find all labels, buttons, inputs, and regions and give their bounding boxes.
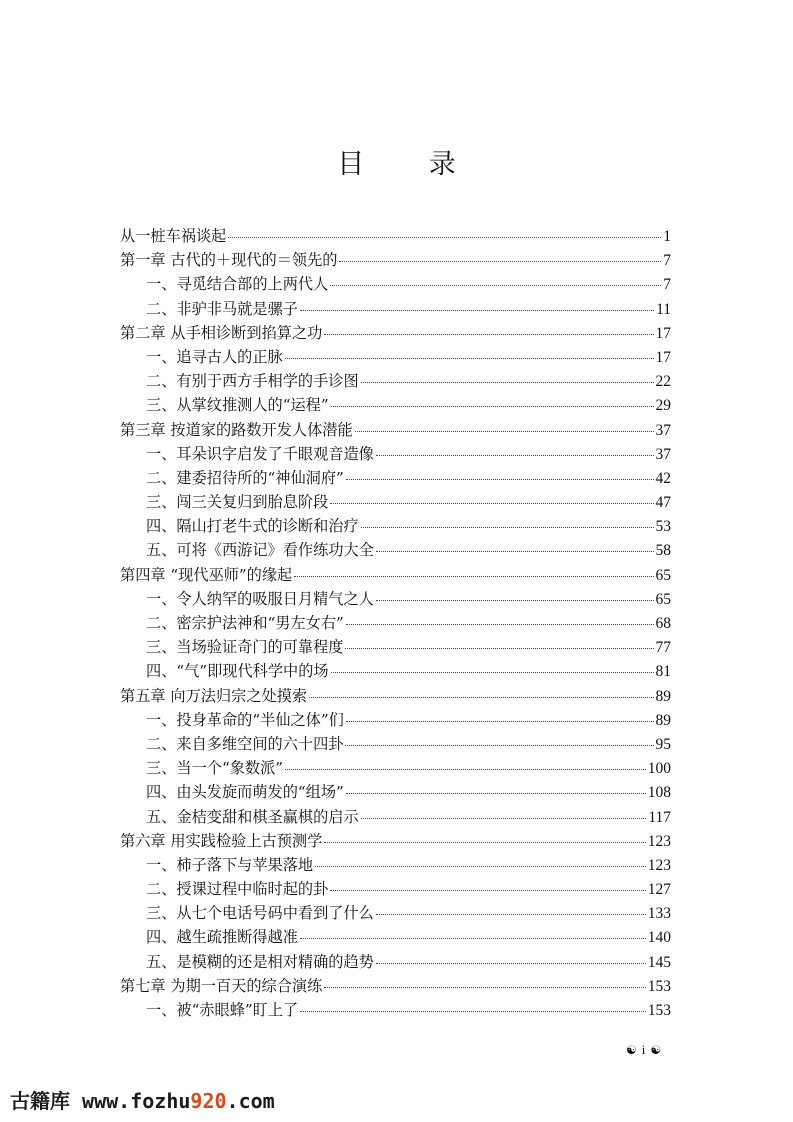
toc-entry-page: 81 bbox=[655, 663, 671, 681]
toc-entry-page: 65 bbox=[655, 590, 671, 608]
toc-entry[interactable] bbox=[120, 466, 671, 490]
toc-entry[interactable] bbox=[120, 780, 671, 804]
toc-entry[interactable] bbox=[120, 321, 671, 345]
toc-entry-page: 17 bbox=[655, 324, 671, 342]
dot-leader bbox=[355, 430, 654, 432]
toc-entry-page: 77 bbox=[655, 639, 671, 657]
toc-entry-page: 47 bbox=[655, 494, 671, 512]
toc-entry-title: 二、建委招待所的“神仙洞府” bbox=[146, 468, 344, 487]
toc-entry[interactable] bbox=[120, 514, 671, 538]
dot-leader bbox=[345, 744, 653, 746]
dot-leader bbox=[339, 260, 661, 262]
toc-entry[interactable] bbox=[120, 611, 671, 635]
toc-entry[interactable] bbox=[120, 829, 671, 853]
dot-leader bbox=[315, 865, 646, 867]
toc-entry-page: 95 bbox=[655, 735, 671, 753]
dot-leader bbox=[346, 720, 654, 722]
watermark-number: 920 bbox=[190, 1089, 227, 1113]
dot-leader bbox=[294, 575, 653, 577]
toc-entry-title: 四、隔山打老牛式的诊断和治疗 bbox=[146, 517, 359, 536]
toc-entry[interactable] bbox=[120, 877, 671, 901]
toc-entry-title: 三、当场验证奇门的可靠程度 bbox=[146, 638, 344, 657]
toc-entry[interactable] bbox=[120, 393, 671, 417]
toc-entry-page: 100 bbox=[647, 760, 671, 778]
toc-entry-title: 一、令人纳罕的吸服日月精气之人 bbox=[146, 589, 374, 608]
watermark-prefix: www.fozhu bbox=[70, 1089, 191, 1113]
toc-entry-title: 四、“气”即现代科学中的场 bbox=[146, 662, 329, 681]
toc-entry[interactable] bbox=[120, 853, 671, 877]
toc-entry[interactable] bbox=[120, 418, 671, 442]
toc-entry-page: 65 bbox=[655, 566, 671, 584]
toc-entry-page: 17 bbox=[655, 348, 671, 366]
dot-leader bbox=[345, 647, 653, 649]
toc-entry-page: 89 bbox=[655, 687, 671, 705]
toc-entry[interactable] bbox=[120, 369, 671, 393]
toc-entry-page: 53 bbox=[655, 518, 671, 536]
dot-leader bbox=[285, 768, 646, 770]
toc-entry-page: 145 bbox=[647, 953, 671, 971]
dot-leader bbox=[376, 550, 654, 552]
site-watermark bbox=[10, 1085, 275, 1114]
ornament-right-icon: ☯ bbox=[650, 1042, 662, 1057]
page-folio bbox=[626, 1042, 661, 1058]
toc-entry-title: 四、由头发旋而萌发的“组场” bbox=[146, 783, 344, 802]
dot-leader bbox=[324, 986, 645, 988]
toc-entry-title: 第三章 按道家的路数开发人体潜能 bbox=[120, 420, 353, 439]
toc-entry[interactable] bbox=[120, 756, 671, 780]
toc-entry-page: 7 bbox=[663, 276, 671, 294]
dot-leader bbox=[228, 236, 661, 238]
toc-entry-page: 133 bbox=[647, 905, 671, 923]
toc-entry-page: 22 bbox=[655, 373, 671, 391]
toc-entry[interactable] bbox=[120, 805, 671, 829]
watermark-suffix: .com bbox=[226, 1089, 275, 1113]
toc-entry-title: 从一桩车祸谈起 bbox=[120, 227, 227, 245]
toc-entry[interactable] bbox=[120, 224, 671, 248]
toc-entry[interactable] bbox=[120, 998, 671, 1022]
toc-entry-title: 一、投身革命的“半仙之体”们 bbox=[146, 710, 344, 729]
toc-entry[interactable] bbox=[120, 538, 671, 562]
toc-entry-page: 140 bbox=[647, 929, 671, 947]
dot-leader bbox=[346, 478, 654, 480]
dot-leader bbox=[330, 502, 653, 504]
toc-entry-title: 一、被“赤眼蜂”盯上了 bbox=[146, 1001, 299, 1019]
toc-entry-page: 7 bbox=[663, 252, 671, 270]
toc-entry-title: 三、从七个电话号码中看到了什么 bbox=[146, 904, 374, 923]
dot-leader bbox=[376, 599, 654, 601]
toc-entry[interactable] bbox=[120, 708, 671, 732]
dot-leader bbox=[361, 526, 654, 528]
toc-entry-page: 89 bbox=[655, 711, 671, 729]
dot-leader bbox=[346, 623, 654, 625]
toc-entry-page: 123 bbox=[647, 832, 671, 850]
toc-entry[interactable] bbox=[120, 490, 671, 514]
toc-entry-page: 127 bbox=[647, 881, 671, 899]
toc-entry-title: 一、寻觅结合部的上两代人 bbox=[146, 275, 329, 294]
dot-leader bbox=[346, 792, 646, 794]
dot-leader bbox=[330, 284, 661, 286]
toc-entry-page: 37 bbox=[655, 445, 671, 463]
dot-leader bbox=[324, 841, 645, 843]
toc-entry-page: 58 bbox=[655, 542, 671, 560]
toc-entry-title: 二、授课过程中临时起的卦 bbox=[146, 880, 329, 899]
toc-entry[interactable] bbox=[120, 901, 671, 925]
toc-entry-title: 五、可将《西游记》看作练功大全 bbox=[146, 541, 374, 560]
toc-entry-page: 42 bbox=[655, 469, 671, 487]
toc-entry[interactable] bbox=[120, 345, 671, 369]
toc-entry[interactable] bbox=[120, 974, 671, 998]
toc-entry-title: 一、耳朵识字启发了千眼观音造像 bbox=[146, 444, 374, 463]
toc-entry-page: 1 bbox=[663, 228, 671, 245]
dot-leader bbox=[309, 696, 653, 698]
dot-leader bbox=[300, 1010, 646, 1012]
toc-entry-page: 37 bbox=[655, 421, 671, 439]
toc-entry[interactable] bbox=[120, 684, 671, 708]
toc-entry-page: 11 bbox=[656, 300, 671, 318]
dot-leader bbox=[361, 817, 647, 819]
toc-entry[interactable] bbox=[120, 950, 671, 974]
toc-entry-title: 一、追寻古人的正脉 bbox=[146, 347, 283, 366]
toc-entry[interactable] bbox=[120, 587, 671, 611]
dot-leader bbox=[361, 381, 654, 383]
dot-leader bbox=[376, 962, 646, 964]
page-title: 目 录 bbox=[337, 149, 484, 180]
toc-entry-page: 153 bbox=[647, 977, 671, 995]
toc-entry-title: 三、当一个“象数派” bbox=[146, 759, 284, 778]
toc-entry-title: 三、闯三关复归到胎息阶段 bbox=[146, 493, 329, 512]
watermark-cn: 古籍库 bbox=[10, 1089, 70, 1113]
toc-entry-title: 一、柿子落下与苹果落地 bbox=[146, 855, 314, 874]
table-of-contents bbox=[120, 224, 671, 1022]
toc-entry-title: 五、是模糊的还是相对精确的趋势 bbox=[146, 952, 374, 971]
toc-entry[interactable] bbox=[120, 297, 671, 321]
ornament-left-icon: ☯ bbox=[626, 1042, 637, 1057]
toc-entry[interactable] bbox=[120, 563, 671, 587]
toc-entry-title: 第二章 从手相诊断到掐算之功 bbox=[120, 323, 323, 342]
dot-leader bbox=[300, 937, 646, 939]
toc-entry-title: 二、密宗护法神和“男左女右” bbox=[146, 614, 344, 632]
toc-entry-page: 153 bbox=[647, 1002, 671, 1019]
toc-entry-title: 三、从掌纹推测人的“运程” bbox=[146, 396, 329, 415]
dot-leader bbox=[331, 405, 654, 407]
toc-entry-title: 二、有别于西方手相学的手诊图 bbox=[146, 372, 359, 391]
toc-entry-title: 第七章 为期一百天的综合演练 bbox=[120, 976, 323, 995]
toc-entry[interactable] bbox=[120, 248, 671, 272]
dot-leader bbox=[376, 454, 654, 456]
toc-entry-title: 五、金桔变甜和棋圣赢棋的启示 bbox=[146, 807, 359, 826]
toc-entry-page: 29 bbox=[655, 397, 671, 415]
toc-entry-page: 123 bbox=[647, 856, 671, 874]
dot-leader bbox=[376, 913, 646, 915]
toc-entry[interactable] bbox=[120, 442, 671, 466]
toc-entry[interactable] bbox=[120, 659, 671, 683]
toc-entry[interactable] bbox=[120, 272, 671, 296]
toc-entry-title: 第一章 古代的＋现代的＝领先的 bbox=[120, 251, 338, 270]
toc-entry-title: 二、非驴非马就是骡子 bbox=[146, 299, 298, 318]
dot-leader bbox=[330, 889, 646, 891]
toc-entry-page: 117 bbox=[648, 808, 671, 826]
toc-entry-title: 第六章 用实践检验上古预测学 bbox=[120, 831, 323, 850]
toc-entry-title: 四、越生疏推断得越准 bbox=[146, 928, 298, 947]
toc-entry-title: 第四章 “现代巫师”的缘起 bbox=[120, 565, 293, 584]
toc-entry-page: 68 bbox=[655, 615, 671, 632]
dot-leader bbox=[300, 309, 654, 311]
dot-leader bbox=[324, 333, 653, 335]
dot-leader bbox=[285, 357, 654, 359]
toc-entry-title: 二、来自多维空间的六十四卦 bbox=[146, 734, 344, 753]
toc-entry[interactable] bbox=[120, 732, 671, 756]
toc-entry-title: 第五章 向万法归宗之处摸索 bbox=[120, 686, 308, 705]
toc-entry[interactable] bbox=[120, 925, 671, 949]
toc-entry-page: 108 bbox=[647, 784, 671, 802]
toc-entry[interactable] bbox=[120, 635, 671, 659]
dot-leader bbox=[331, 671, 654, 673]
folio-number: i bbox=[641, 1042, 646, 1057]
